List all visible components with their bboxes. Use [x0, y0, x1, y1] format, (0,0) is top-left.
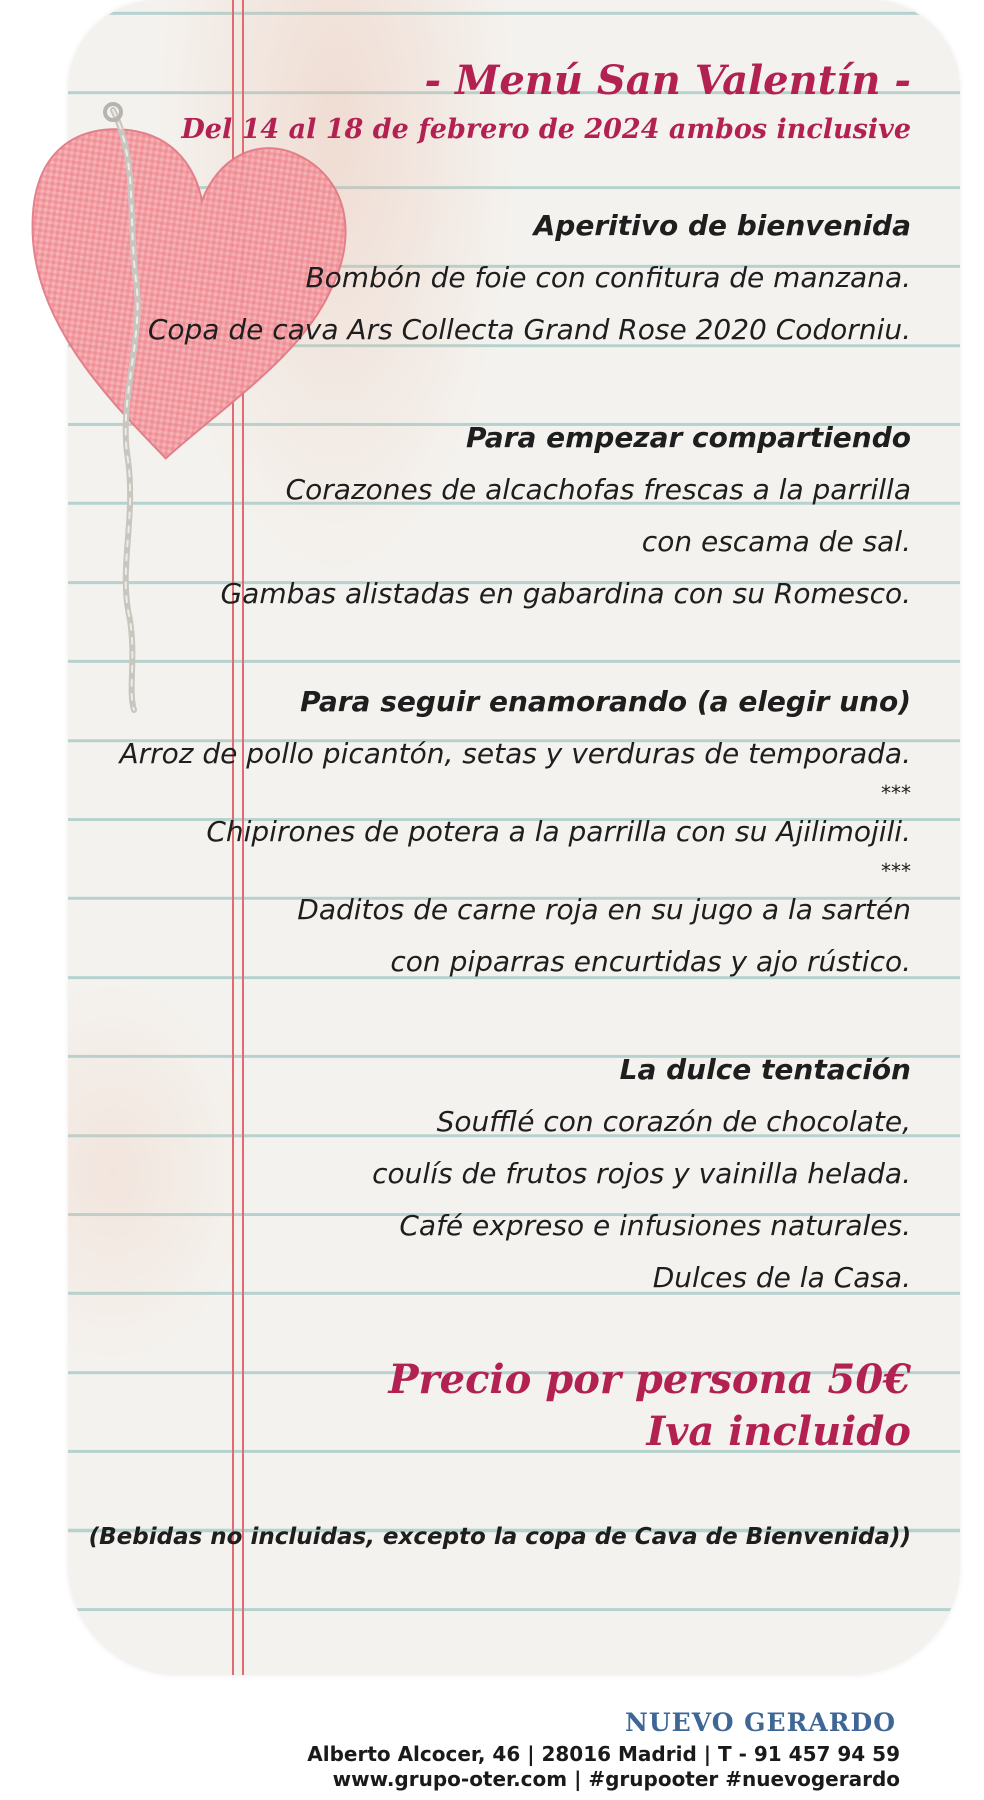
section-heading: La dulce tentación: [619, 1053, 911, 1086]
menu-title: - Menú San Valentín -: [424, 57, 911, 104]
dish-line: Arroz de pollo picantón, setas y verduras de temporada.: [119, 737, 911, 770]
dish-line: Bombón de foie con confitura de manzana.: [305, 261, 911, 294]
dish-line: Corazones de alcachofas frescas a la parrilla: [285, 473, 911, 506]
dish-line: coulís de frutos rojos y vainilla helada.: [372, 1157, 911, 1190]
dish-separator: ***: [881, 781, 911, 805]
dish-line: Soufflé con corazón de chocolate,: [436, 1105, 911, 1138]
footer: [307, 1706, 900, 1790]
dish-line: con piparras encurtidas y ajo rústico.: [390, 945, 911, 978]
section-principales: [71, 676, 911, 988]
price-per-person: Precio por persona 50€: [388, 1356, 911, 1403]
dish-line: con escama de sal.: [641, 525, 911, 558]
section-heading: Para seguir enamorando (a elegir uno): [300, 685, 911, 718]
price-tax-note: Iva incluido: [646, 1408, 911, 1455]
dish-line: Gambas alistadas en gabardina con su Romesco.: [220, 577, 911, 610]
section-postres: [71, 1044, 911, 1304]
footer-web[interactable]: www.grupo-oter.com | #grupooter #nuevogerardo: [332, 1767, 900, 1791]
section-aperitivo: [71, 200, 911, 356]
section-heading: Para empezar compartiendo: [466, 421, 911, 454]
footer-address: Alberto Alcocer, 46 | 28016 Madrid | T - 91 457 94 59: [307, 1742, 900, 1766]
dish-line: Dulces de la Casa.: [652, 1261, 911, 1294]
dish-line: Chipirones de potera a la parrilla con su Ajilimojili.: [206, 815, 911, 848]
dish-separator: ***: [881, 859, 911, 883]
drinks-note: (Bebidas no incluidas, excepto la copa de Cava de Bienvenida)): [88, 1524, 911, 1550]
section-entrantes: [71, 412, 911, 620]
section-heading: Aperitivo de bienvenida: [533, 209, 911, 242]
brand-name: NUEVO GERARDO: [625, 1708, 896, 1737]
menu-content: [71, 50, 911, 1552]
dish-line: Copa de cava Ars Collecta Grand Rose 2020 Codorniu.: [147, 313, 911, 346]
dish-line: Daditos de carne roja en su jugo a la sartén: [297, 893, 911, 926]
price-block: [71, 1354, 911, 1458]
dish-line: Café expreso e infusiones naturales.: [399, 1209, 911, 1242]
menu-subtitle: Del 14 al 18 de febrero de 2024 ambos inclusive: [181, 114, 911, 145]
